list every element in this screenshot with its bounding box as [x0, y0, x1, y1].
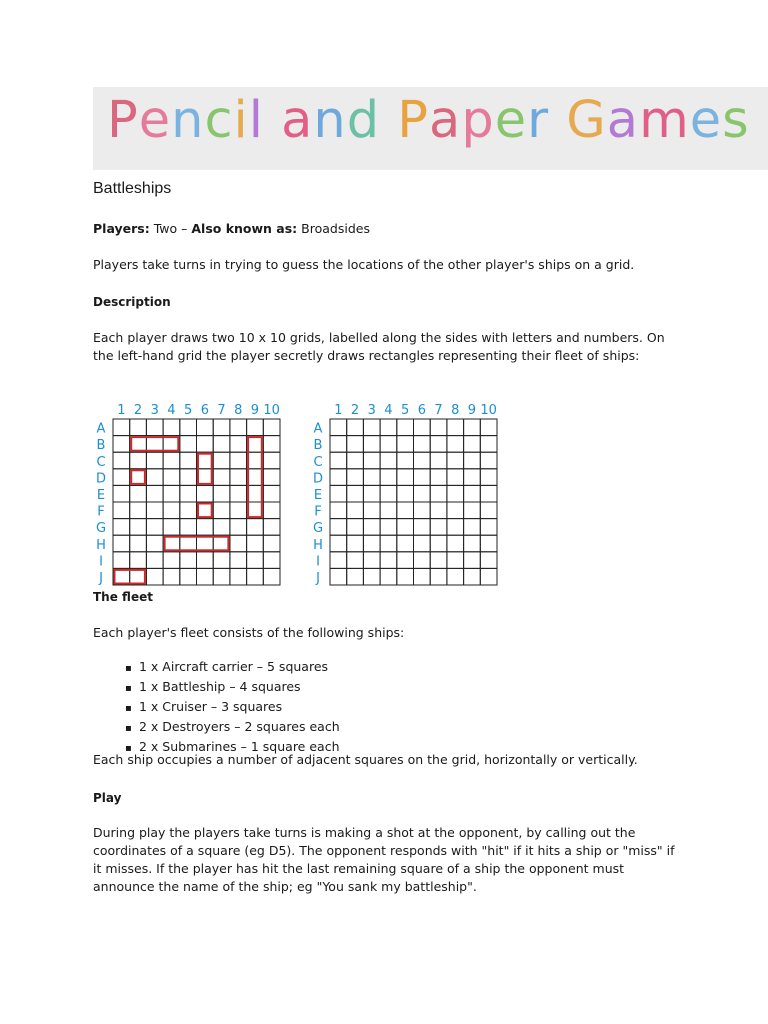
grid-cell	[146, 502, 163, 519]
grid-cell	[213, 436, 230, 453]
grid-cell	[380, 502, 397, 519]
grid-cell	[180, 419, 197, 436]
grid-cell	[180, 485, 197, 502]
grid-cell	[197, 436, 214, 453]
grid-cell	[380, 436, 397, 453]
grid-cell	[380, 535, 397, 552]
grid-cell	[213, 452, 230, 469]
grid-cell	[347, 568, 364, 585]
grid-cell	[414, 502, 431, 519]
row-label: G	[95, 521, 107, 537]
grid-cell	[330, 436, 347, 453]
grid-cell	[263, 485, 280, 502]
grid-cell	[397, 552, 414, 569]
grid-cell	[263, 419, 280, 436]
grid-cell	[464, 502, 481, 519]
grid-cell	[430, 519, 447, 536]
grid-cell	[397, 436, 414, 453]
list-item: ▪ 2 x Destroyers – 2 squares each	[125, 718, 340, 738]
ship	[131, 437, 178, 451]
grid-cell	[397, 452, 414, 469]
row-label: E	[313, 488, 323, 503]
grid-cell	[414, 568, 431, 585]
column-label: 10	[263, 403, 280, 418]
grid-cell	[113, 419, 130, 436]
ship	[131, 470, 145, 484]
grid-cell	[230, 485, 247, 502]
grid-cell	[363, 469, 380, 486]
grid-cell	[113, 519, 130, 536]
grid-cell	[146, 535, 163, 552]
battleship-grids	[90, 398, 510, 588]
grid-cell	[130, 502, 147, 519]
grid-cell	[414, 552, 431, 569]
players-label: Players:	[93, 221, 150, 236]
list-item: ▪ 1 x Battleship – 4 squares	[125, 678, 340, 698]
grid-cell	[130, 452, 147, 469]
players-value: Two	[153, 221, 178, 236]
grid-cell	[230, 552, 247, 569]
fleet-grid	[96, 403, 280, 586]
grid-cell	[380, 419, 397, 436]
row-label: J	[99, 571, 103, 586]
grid-cell	[247, 469, 264, 486]
grid-cell	[197, 552, 214, 569]
grid-cell	[480, 452, 497, 469]
grid-cell	[447, 436, 464, 453]
column-label: 3	[150, 403, 159, 418]
grid-cell	[397, 502, 414, 519]
grid-cell	[480, 502, 497, 519]
grid-cell	[230, 436, 247, 453]
grid-cell	[213, 485, 230, 502]
grid-cell	[163, 552, 180, 569]
grid-cell	[397, 535, 414, 552]
page-title: Battleships	[93, 180, 172, 197]
grid-cell	[430, 502, 447, 519]
grid-cell	[430, 485, 447, 502]
grid-cell	[347, 519, 364, 536]
grid-cell	[480, 419, 497, 436]
grid-cell	[480, 568, 497, 585]
grid-cell	[263, 568, 280, 585]
row-label: C	[313, 454, 323, 470]
grid-cell	[397, 519, 414, 536]
grid-cell	[464, 419, 481, 436]
grid-cell	[447, 519, 464, 536]
list-item: ▪ 2 x Submarines – 1 square each	[125, 738, 340, 758]
ship	[198, 504, 212, 518]
grid-cell	[197, 519, 214, 536]
grid-cell	[347, 535, 364, 552]
row-label: H	[96, 537, 106, 553]
grid-cell	[414, 519, 431, 536]
grid-cell	[447, 419, 464, 436]
column-label: 8	[451, 403, 460, 418]
grid-cell	[464, 535, 481, 552]
grid-cell	[146, 419, 163, 436]
aka-label: Also known as:	[191, 221, 298, 236]
players-line	[93, 220, 693, 238]
grid-cell	[430, 436, 447, 453]
grid-cell	[480, 436, 497, 453]
list-item: ▪ 1 x Aircraft carrier – 5 squares	[125, 658, 340, 678]
play-heading: Play	[93, 791, 122, 805]
grid-cell	[263, 436, 280, 453]
grid-cell	[447, 485, 464, 502]
column-label: 3	[367, 403, 376, 418]
column-label: 6	[200, 403, 209, 418]
grid-cell	[247, 535, 264, 552]
grid-cell	[363, 502, 380, 519]
column-label: 4	[384, 403, 393, 418]
grid-cell	[146, 568, 163, 585]
list-item: ▪ 1 x Cruiser – 3 squares	[125, 698, 340, 718]
grid-cell	[380, 452, 397, 469]
row-label: G	[312, 521, 324, 537]
grid-cell	[397, 469, 414, 486]
grid-cell	[363, 452, 380, 469]
grid-cell	[363, 519, 380, 536]
grid-cell	[464, 519, 481, 536]
target-grid	[313, 403, 497, 586]
grid-cell	[180, 469, 197, 486]
grid-cell	[230, 535, 247, 552]
grid-cell	[213, 552, 230, 569]
grid-cell	[213, 469, 230, 486]
grid-cell	[263, 452, 280, 469]
grid-cell	[430, 568, 447, 585]
fleet-outro: Each ship occupies a number of adjacent squares on the grid, horizontally or vertically.	[93, 752, 638, 767]
grid-cell	[363, 535, 380, 552]
grid-cell	[464, 552, 481, 569]
grid-cell	[464, 485, 481, 502]
grid-cell	[180, 519, 197, 536]
description-heading: Description	[93, 295, 171, 309]
grid-cell	[380, 568, 397, 585]
grid-cell	[480, 485, 497, 502]
grid-cell	[197, 568, 214, 585]
row-label: C	[96, 454, 106, 470]
grid-cell	[163, 469, 180, 486]
grid-cell	[447, 552, 464, 569]
grid-cell	[480, 469, 497, 486]
description-text: Each player draws two 10 x 10 grids, labelled along the sides with letters and numbers. On the left-hand grid the player secretly draws rectangles representing their fleet of ships:	[93, 330, 665, 363]
grid-cell	[480, 535, 497, 552]
grid-cell	[247, 452, 264, 469]
column-label: 1	[117, 403, 126, 418]
grid-cell	[330, 452, 347, 469]
row-label: J	[316, 571, 320, 586]
column-label: 5	[401, 403, 410, 418]
grid-cell	[414, 485, 431, 502]
grid-cell	[247, 485, 264, 502]
grid-cell	[113, 552, 130, 569]
grid-cell	[430, 469, 447, 486]
grid-cell	[447, 568, 464, 585]
grid-cell	[163, 519, 180, 536]
intro-text: Players take turns in trying to guess the locations of the other player's ships on a grid.	[93, 257, 635, 272]
grid-cell	[464, 436, 481, 453]
grid-cell	[213, 502, 230, 519]
site-banner	[93, 87, 768, 170]
row-label: F	[314, 504, 322, 520]
fleet-list	[125, 658, 340, 758]
grid-cell	[163, 485, 180, 502]
grid-cell	[430, 535, 447, 552]
grid-cell	[130, 552, 147, 569]
fleet-intro: Each player's fleet consists of the following ships:	[93, 625, 405, 640]
column-label: 9	[467, 403, 477, 418]
grid-cell	[480, 519, 497, 536]
fleet-heading: The fleet	[93, 590, 153, 604]
grid-cell	[146, 469, 163, 486]
row-label: I	[316, 554, 320, 570]
grid-cell	[113, 469, 130, 486]
grid-cell	[380, 519, 397, 536]
grid-cell	[180, 452, 197, 469]
grid-cell	[347, 436, 364, 453]
grid-cell	[414, 452, 431, 469]
row-label: D	[312, 471, 324, 487]
grid-cell	[447, 469, 464, 486]
grid-cell	[347, 502, 364, 519]
column-label: 6	[417, 403, 426, 418]
grid-cell	[414, 535, 431, 552]
grid-cell	[447, 452, 464, 469]
grid-cell	[430, 419, 447, 436]
grid-cell	[146, 452, 163, 469]
grid-cell	[414, 419, 431, 436]
row-label: D	[95, 471, 107, 487]
grid-cell	[363, 419, 380, 436]
separator: –	[181, 221, 188, 236]
grid-cell	[414, 436, 431, 453]
grid-cell	[130, 519, 147, 536]
grid-cell	[480, 552, 497, 569]
grid-cell	[247, 419, 264, 436]
grid-cell	[113, 535, 130, 552]
grid-cell	[113, 502, 130, 519]
grid-cell	[330, 568, 347, 585]
row-label: I	[99, 554, 103, 570]
grid-cell	[347, 552, 364, 569]
grid-cell	[380, 552, 397, 569]
grid-cell	[464, 568, 481, 585]
grid-cell	[180, 552, 197, 569]
column-label: 7	[434, 403, 443, 418]
column-label: 10	[480, 403, 497, 418]
play-text: During play the players take turns is making a shot at the opponent, by calling out the coordinates of a square (eg D5). The opponent responds with "hit" if it hits a ship or "miss" if it misses. If the player has hit the last remaining square of a ship the opponent must announce the name of the ship; eg "You sank my battleship".	[93, 825, 675, 894]
grid-cell	[363, 552, 380, 569]
grid-cell	[180, 436, 197, 453]
grid-cell	[130, 535, 147, 552]
grid-cell	[397, 568, 414, 585]
grid-cell	[146, 519, 163, 536]
banner-logo: Pencil and Paper Games	[107, 91, 750, 150]
grid-cell	[263, 535, 280, 552]
grid-cell	[347, 452, 364, 469]
grid-cell	[330, 519, 347, 536]
grid-cell	[130, 485, 147, 502]
aka-value: Broadsides	[301, 221, 370, 236]
grid-cell	[213, 568, 230, 585]
grid-cell	[330, 485, 347, 502]
grid-cell	[130, 419, 147, 436]
grid-cell	[347, 419, 364, 436]
grid-cell	[247, 552, 264, 569]
grid-cell	[163, 452, 180, 469]
grid-cell	[247, 568, 264, 585]
grid-cell	[113, 452, 130, 469]
grid-cell	[113, 485, 130, 502]
column-label: 2	[350, 403, 360, 418]
grid-cell	[464, 452, 481, 469]
grid-cell	[430, 552, 447, 569]
row-label: B	[313, 438, 323, 454]
grid-cell	[230, 568, 247, 585]
grid-cell	[464, 469, 481, 486]
grid-cell	[263, 552, 280, 569]
column-label: 5	[184, 403, 193, 418]
grid-cell	[447, 535, 464, 552]
column-label: 2	[133, 403, 143, 418]
column-label: 4	[167, 403, 176, 418]
grid-cell	[330, 469, 347, 486]
grid-cell	[247, 519, 264, 536]
grid-cell	[347, 469, 364, 486]
grid-cell	[263, 469, 280, 486]
grid-cell	[163, 502, 180, 519]
grid-cell	[146, 485, 163, 502]
grid-cell	[363, 485, 380, 502]
grid-cell	[447, 502, 464, 519]
column-label: 7	[217, 403, 226, 418]
grid-cell	[397, 419, 414, 436]
grid-cell	[230, 419, 247, 436]
grid-cell	[180, 502, 197, 519]
column-label: 1	[334, 403, 343, 418]
grid-cell	[330, 419, 347, 436]
grid-cell	[414, 469, 431, 486]
grid-cell	[363, 568, 380, 585]
grid-cell	[230, 519, 247, 536]
grid-cell	[230, 502, 247, 519]
grid-cell	[330, 552, 347, 569]
grid-cell	[347, 485, 364, 502]
grid-cell	[263, 519, 280, 536]
grid-cell	[263, 502, 280, 519]
row-label: F	[97, 504, 105, 520]
grid-cell	[197, 419, 214, 436]
grid-cell	[330, 502, 347, 519]
grid-cell	[146, 552, 163, 569]
ship	[248, 437, 262, 517]
grid-cell	[180, 568, 197, 585]
grid-cell	[363, 436, 380, 453]
row-label: E	[96, 488, 106, 503]
row-label: H	[313, 537, 323, 553]
grid-cell	[230, 469, 247, 486]
row-label: B	[96, 438, 106, 454]
row-label: A	[313, 421, 323, 437]
grid-cell	[230, 452, 247, 469]
grid-cell	[397, 485, 414, 502]
grid-cell	[163, 419, 180, 436]
column-label: 8	[234, 403, 243, 418]
column-label: 9	[250, 403, 260, 418]
grid-cell	[330, 535, 347, 552]
grid-cell	[113, 436, 130, 453]
grid-cell	[380, 469, 397, 486]
grid-cell	[380, 485, 397, 502]
grid-cell	[197, 485, 214, 502]
grid-cell	[163, 568, 180, 585]
grid-cell	[213, 419, 230, 436]
row-label: A	[96, 421, 106, 437]
grid-cell	[430, 452, 447, 469]
grid-cell	[213, 519, 230, 536]
